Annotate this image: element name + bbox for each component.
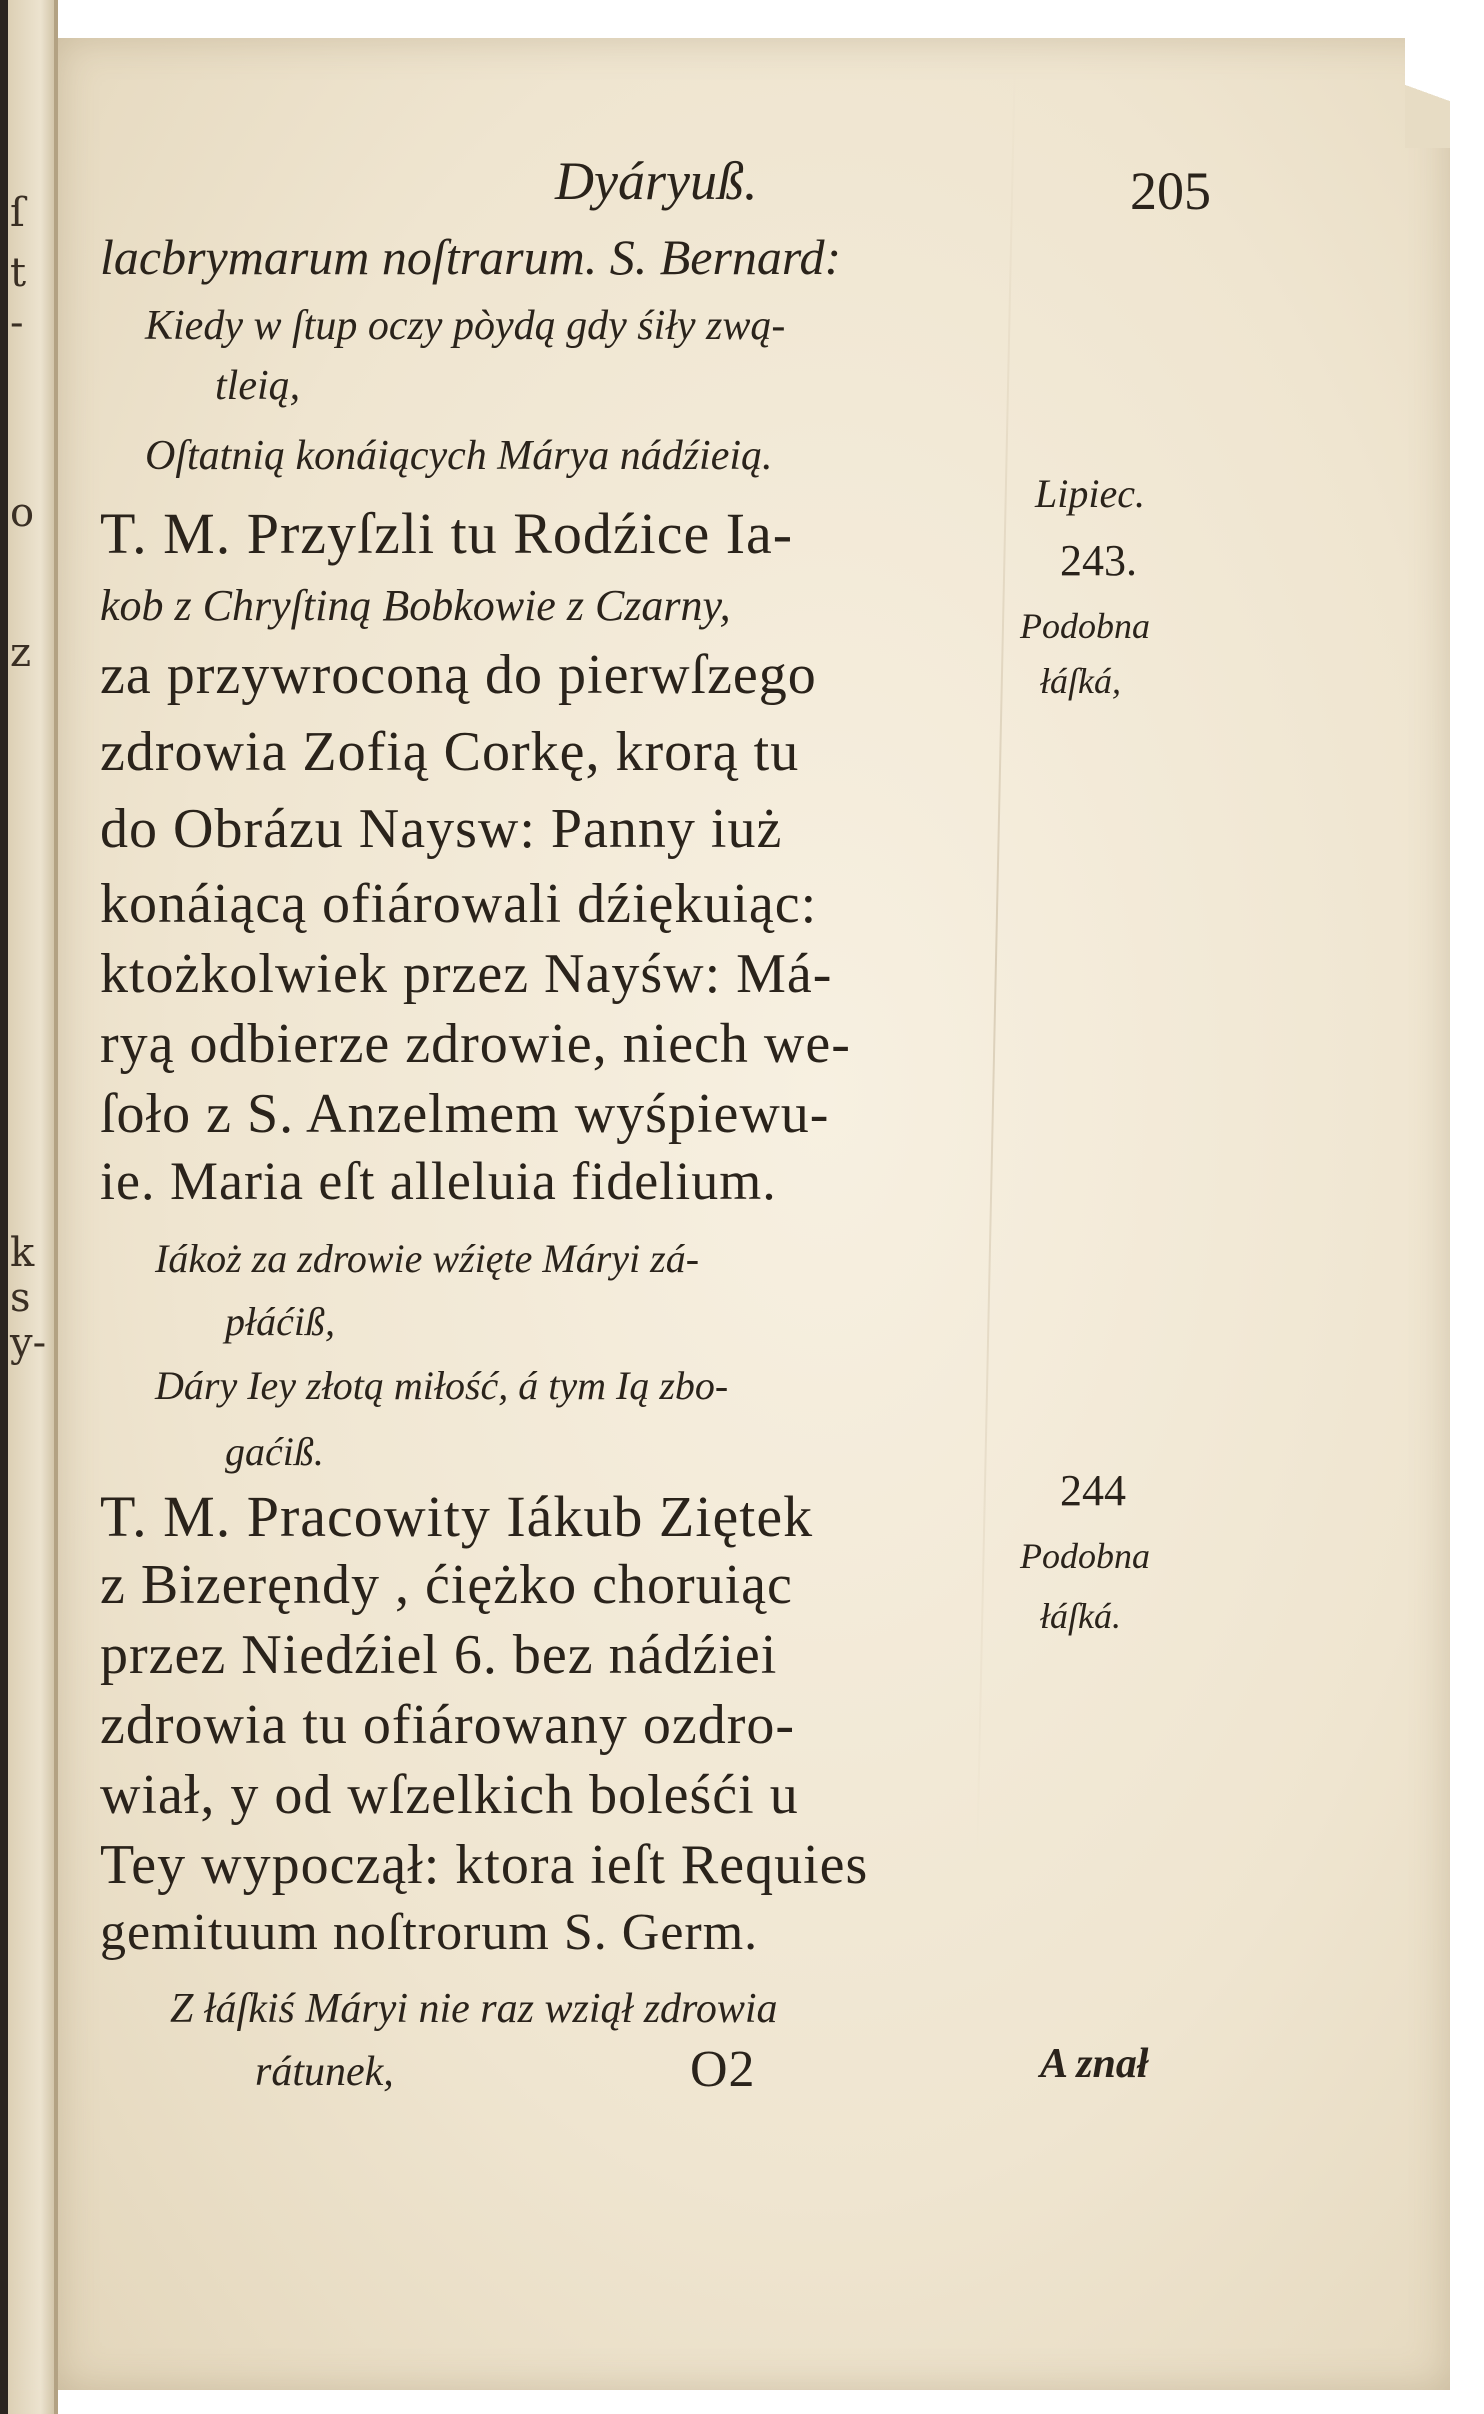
prev-page-glyph: - xyxy=(10,300,24,346)
prev-page-glyph: z xyxy=(10,630,32,676)
text-line: zdrowia tu ofiárowany ozdro- xyxy=(100,1694,796,1756)
text-line: ktożkolwiek przez Nayśw: Má- xyxy=(100,943,833,1005)
text-line: płáćiß, xyxy=(225,1299,335,1344)
margin-entry-number: 244 xyxy=(1060,1466,1126,1515)
prev-page-glyph: s xyxy=(10,1275,31,1321)
text-line: lacbrymarum noſtrarum. S. Bernard: xyxy=(100,229,842,285)
text-line: gaćiß. xyxy=(225,1429,324,1474)
text-line: wiał, y od wſzelkich boleśći u xyxy=(100,1764,799,1826)
text-line: Z łáſkiś Máryi nie raz wziął zdrowia xyxy=(170,1986,778,2032)
margin-note: Podobna xyxy=(1020,606,1150,646)
text-line: Dáry Iey złotą miłość, á tym Ią zbo- xyxy=(155,1363,729,1408)
text-line: tleią, xyxy=(215,363,301,409)
page-number: 205 xyxy=(1130,161,1211,221)
margin-entry-number: 243. xyxy=(1060,536,1137,585)
signature-mark: O2 xyxy=(690,2041,756,2098)
text-line: gemituum noſtrorum S. Germ. xyxy=(100,1904,759,1961)
text-line: z Bizeręndy , ćiężko choruiąc xyxy=(100,1554,793,1616)
text-line: konáiącą ofiárowali dźiękuiąc: xyxy=(100,873,818,935)
catchword: A znał xyxy=(1040,2041,1149,2087)
margin-note: łáſká. xyxy=(1040,1596,1121,1636)
text-line: ryą odbierze zdrowie, niech we- xyxy=(100,1013,851,1075)
previous-page-strip xyxy=(0,0,58,2414)
text-line: ſoło z S. Anzelmem wyśpiewu- xyxy=(100,1083,830,1145)
text-line: T. M. Pracowity Iákub Ziętek xyxy=(100,1484,814,1549)
text-line: T. M. Przyſzli tu Rodźice Ia- xyxy=(100,501,794,566)
prev-page-glyph: t xyxy=(10,250,27,296)
text-line: Oſtatnią konáiących Márya nádźieią. xyxy=(145,433,773,479)
text-line: za przywroconą do pierwſzego xyxy=(100,644,817,706)
prev-page-glyph: y- xyxy=(10,1320,47,1366)
prev-page-glyph: ſ xyxy=(10,190,25,236)
prev-page-glyph: o xyxy=(10,490,35,536)
page-corner-fold xyxy=(1405,38,1450,148)
prev-page-glyph: k xyxy=(10,1230,35,1276)
binding-edge xyxy=(0,0,8,2414)
margin-month: Lipiec. xyxy=(1035,471,1145,516)
text-line: kob z Chryſtiną Bobkowie z Czarny, xyxy=(100,581,731,630)
text-line: Iákoż za zdrowie wźięte Máryi zá- xyxy=(155,1236,700,1281)
running-title: Dyáryuß. xyxy=(555,151,758,211)
text-line: Tey wypoczął: ktora ieſt Requies xyxy=(100,1834,869,1896)
margin-note: łáſká, xyxy=(1040,661,1121,701)
text-line: ie. Maria eſt alleluia fidelium. xyxy=(100,1151,777,1211)
text-line: rátunek, xyxy=(255,2049,394,2095)
text-line: zdrowia Zofią Corkę, krorą tu xyxy=(100,721,800,783)
margin-note: Podobna xyxy=(1020,1536,1150,1576)
text-line: przez Niedźiel 6. bez nádźiei xyxy=(100,1624,778,1686)
text-line: do Obrázu Naysw: Panny iuż xyxy=(100,798,783,860)
text-line: Kiedy w ſtup oczy pòydą gdy śiły zwą- xyxy=(145,303,786,349)
